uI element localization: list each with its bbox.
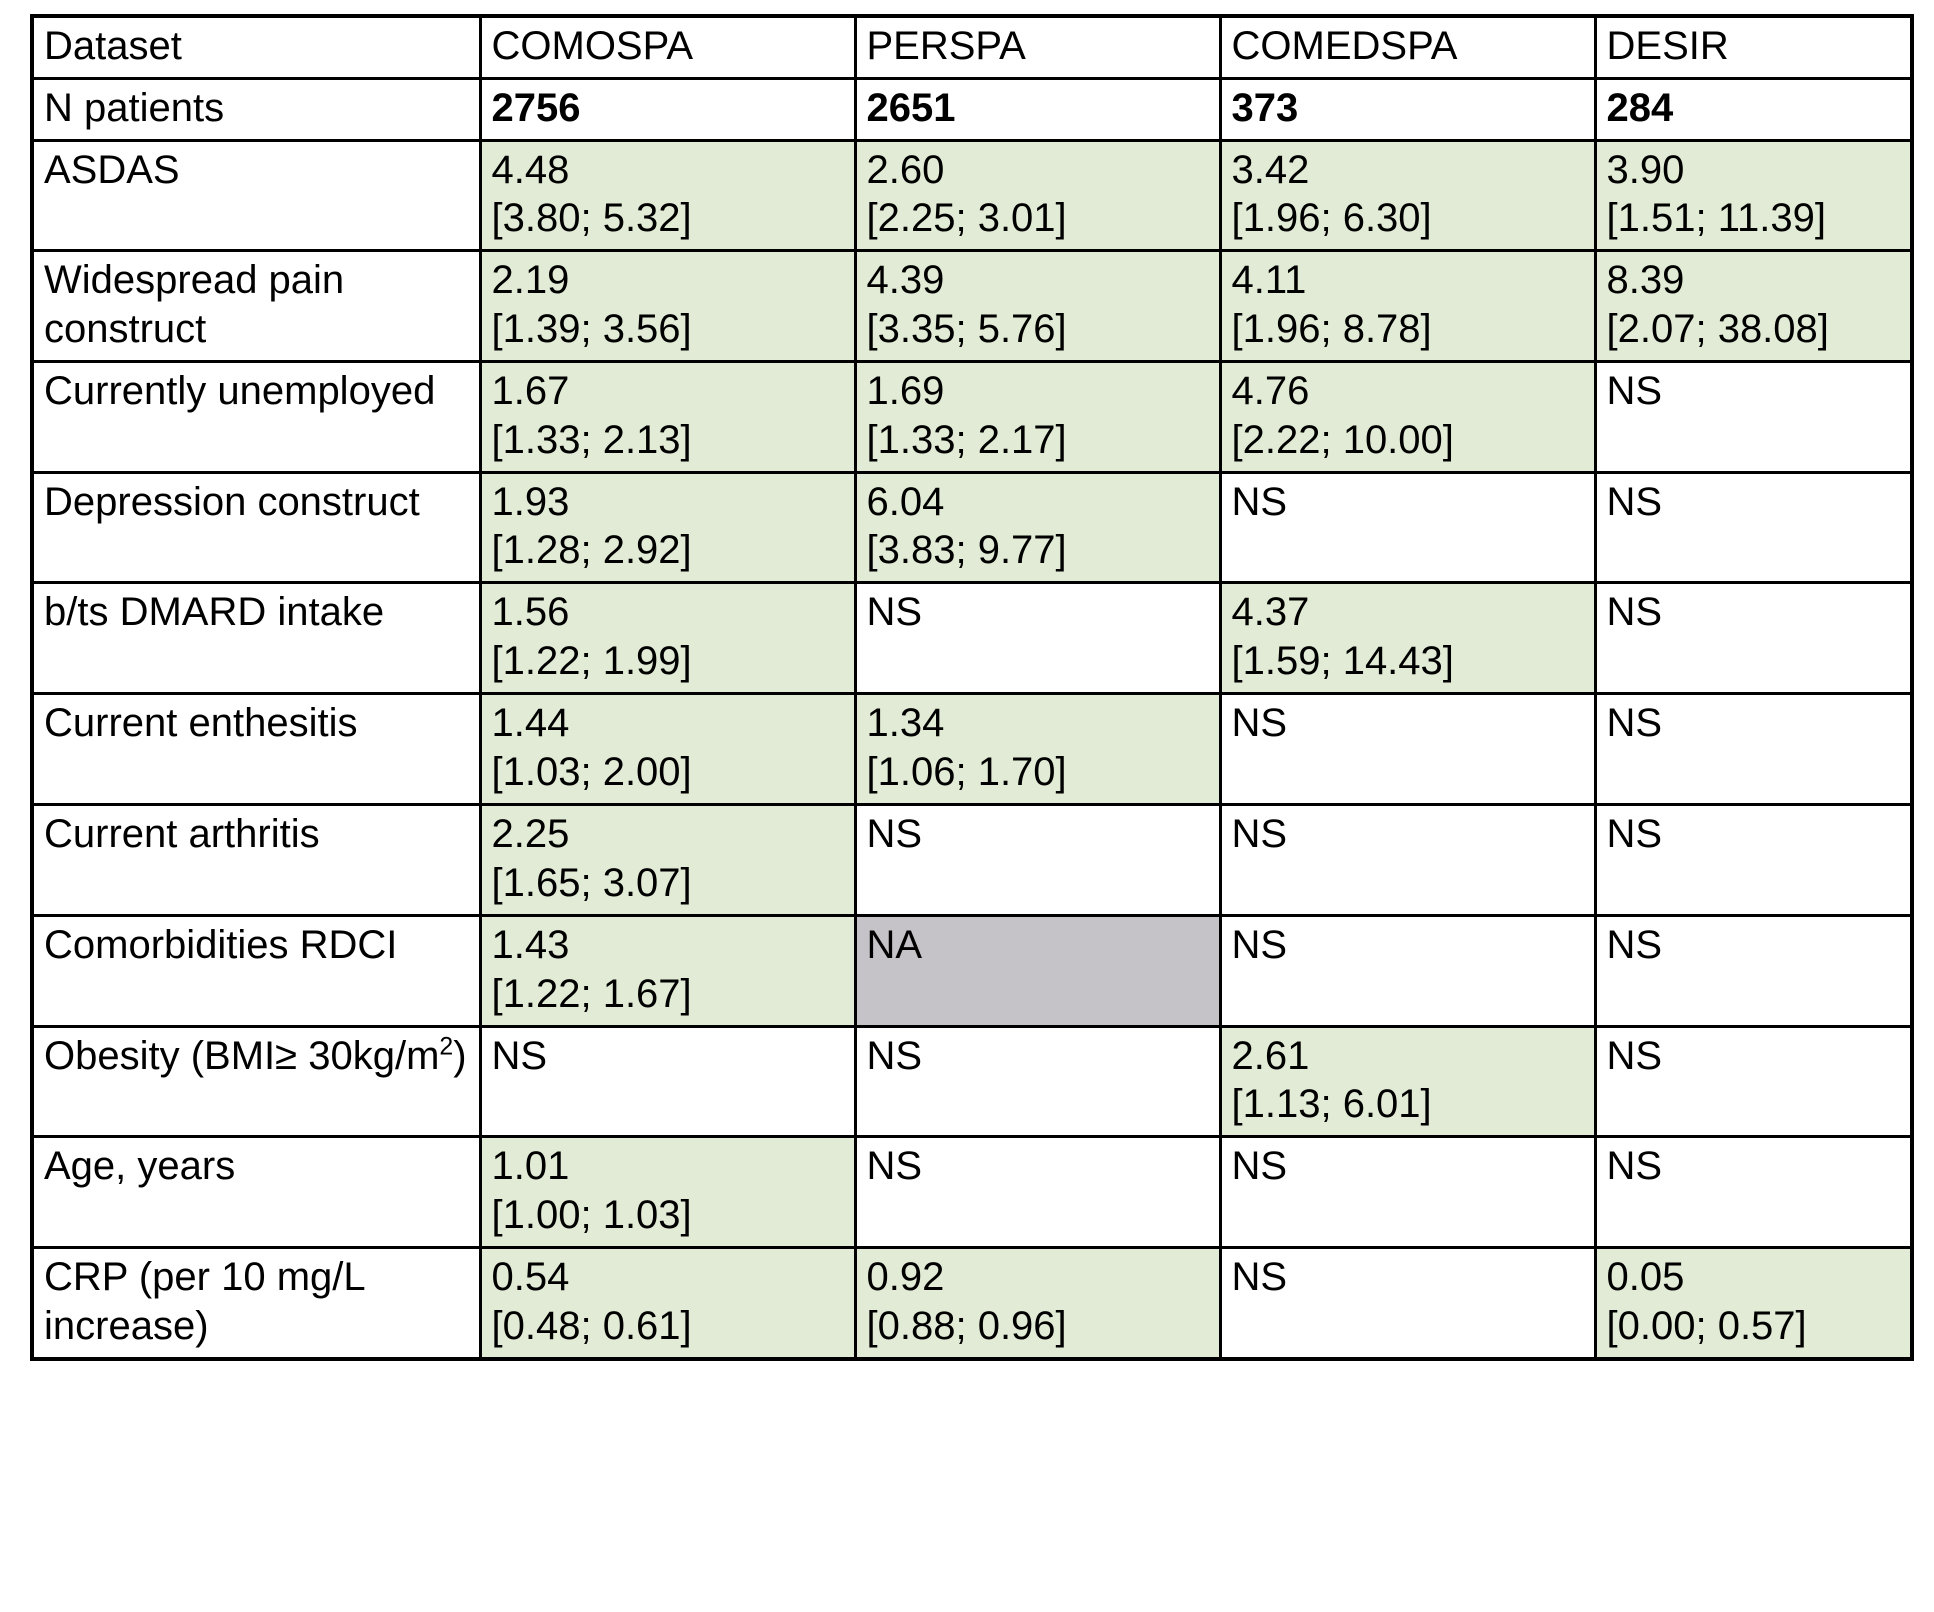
cell-estimate: NS <box>866 1033 923 1078</box>
cell-interval: [3.35; 5.76] <box>866 306 1067 351</box>
data-cell <box>855 915 1220 1026</box>
row-header: Current enthesitis <box>32 694 480 805</box>
data-cell <box>1220 583 1595 694</box>
cell-interval: [1.65; 3.07] <box>491 860 692 905</box>
table-body <box>32 78 1912 1359</box>
data-cell <box>1595 1026 1912 1137</box>
cell-interval: [1.96; 8.78] <box>1231 306 1432 351</box>
cell-estimate: 4.37 <box>1231 590 1310 635</box>
cell-estimate: NS <box>1231 701 1288 746</box>
row-header: Age, years <box>32 1137 480 1248</box>
row-header: Current arthritis <box>32 804 480 915</box>
cell-spacer <box>1232 526 1584 575</box>
cell-estimate: NS <box>1606 1033 1663 1078</box>
table-row <box>32 694 1912 805</box>
cell-spacer <box>867 637 1209 686</box>
cell-estimate: 284 <box>1606 85 1674 130</box>
cell-interval: [0.48; 0.61] <box>491 1303 692 1348</box>
cell-spacer <box>1232 1302 1584 1351</box>
cell-spacer <box>1607 970 1901 1019</box>
data-cell <box>855 140 1220 251</box>
cell-estimate: 4.11 <box>1231 258 1307 303</box>
cell-spacer <box>1607 416 1901 465</box>
cell-interval: [1.28; 2.92] <box>491 528 692 573</box>
data-cell <box>480 472 855 583</box>
data-cell <box>855 583 1220 694</box>
table-row <box>32 1137 1912 1248</box>
table-row <box>32 251 1912 362</box>
cell-estimate: NS <box>1231 922 1288 967</box>
cell-interval: [1.59; 14.43] <box>1231 639 1454 684</box>
cell-estimate: NS <box>491 1033 548 1078</box>
cell-estimate: 2.25 <box>491 811 570 856</box>
table-row <box>32 472 1912 583</box>
data-cell <box>1595 140 1912 251</box>
data-cell <box>1220 1026 1595 1137</box>
row-header: Currently unemployed <box>32 361 480 472</box>
cell-spacer <box>1607 526 1901 575</box>
cell-estimate: 3.90 <box>1606 147 1685 192</box>
data-cell <box>1595 804 1912 915</box>
cell-interval: [1.00; 1.03] <box>491 1193 692 1238</box>
cell-spacer <box>492 1080 844 1129</box>
cell-estimate: NS <box>1606 590 1663 635</box>
cell-estimate: NS <box>1606 368 1663 413</box>
cell-estimate: 373 <box>1231 85 1299 130</box>
row-header: Obesity $(BMI\ge 30kg/m^2)$ <box>32 1026 480 1137</box>
table-row <box>32 915 1912 1026</box>
data-cell <box>1595 251 1912 362</box>
cell-estimate: 2.60 <box>866 147 945 192</box>
cell-spacer <box>867 1080 1209 1129</box>
row-header: ASDAS <box>32 140 480 251</box>
cell-interval: [1.39; 3.56] <box>491 306 692 351</box>
cell-estimate: 3.42 <box>1231 147 1310 192</box>
cell-spacer <box>867 859 1209 908</box>
cell-spacer <box>1607 637 1901 686</box>
data-cell <box>855 694 1220 805</box>
cell-spacer <box>1232 859 1584 908</box>
cell-estimate: 2756 <box>491 85 581 130</box>
row-header: Comorbidities RDCI <box>32 915 480 1026</box>
row-header: b/ts DMARD intake <box>32 583 480 694</box>
data-cell <box>855 804 1220 915</box>
data-cell <box>1220 694 1595 805</box>
cell-estimate: 1.44 <box>491 701 570 746</box>
cell-estimate: NS <box>1231 1144 1288 1189</box>
data-cell <box>480 804 855 915</box>
data-cell <box>1595 1248 1912 1359</box>
cell-spacer <box>1232 1191 1584 1240</box>
cell-interval: [1.22; 1.67] <box>491 971 692 1016</box>
cell-interval: [3.83; 9.77] <box>866 528 1067 573</box>
cell-estimate: 0.05 <box>1606 1255 1685 1300</box>
table-row <box>32 140 1912 251</box>
cell-estimate: NS <box>866 590 923 635</box>
cell-spacer <box>1607 1191 1901 1240</box>
cell-estimate: 6.04 <box>866 479 945 524</box>
data-cell <box>1220 472 1595 583</box>
data-cell <box>855 78 1220 140</box>
cell-estimate: NS <box>1606 922 1663 967</box>
cell-spacer <box>1232 748 1584 797</box>
data-cell <box>480 694 855 805</box>
cell-interval: [1.22; 1.99] <box>491 639 692 684</box>
data-cell <box>480 140 855 251</box>
cell-interval: [3.80; 5.32] <box>491 196 692 241</box>
cell-estimate: NS <box>866 1144 923 1189</box>
data-cell <box>855 472 1220 583</box>
cell-estimate: 1.56 <box>491 590 570 635</box>
cell-estimate: 1.69 <box>866 368 945 413</box>
cell-interval: [2.22; 10.00] <box>1231 417 1454 462</box>
cell-estimate: 1.67 <box>491 368 570 413</box>
data-cell <box>1220 1248 1595 1359</box>
data-cell <box>480 915 855 1026</box>
column-header-desir: DESIR <box>1595 16 1912 78</box>
cell-interval: [1.33; 2.13] <box>491 417 692 462</box>
table-head <box>32 16 1912 78</box>
column-header-comospa: COMOSPA <box>480 16 855 78</box>
cell-interval: [1.06; 1.70] <box>866 749 1067 794</box>
cell-spacer <box>1607 1080 1901 1129</box>
cell-interval: [2.25; 3.01] <box>866 196 1067 241</box>
cell-estimate: 1.34 <box>866 701 945 746</box>
data-cell <box>480 1026 855 1137</box>
data-cell <box>480 78 855 140</box>
data-cell <box>1595 472 1912 583</box>
cell-estimate: NS <box>866 811 923 856</box>
row-header: Widespread pain construct <box>32 251 480 362</box>
data-cell <box>1220 78 1595 140</box>
data-cell <box>1595 361 1912 472</box>
cell-interval: [0.88; 0.96] <box>866 1303 1067 1348</box>
row-header: CRP (per 10 mg/L increase) <box>32 1248 480 1359</box>
cell-interval: [1.13; 6.01] <box>1231 1082 1432 1127</box>
cell-estimate: 0.54 <box>491 1255 570 1300</box>
cell-estimate: 4.76 <box>1231 368 1310 413</box>
data-cell <box>1595 583 1912 694</box>
table-header-row <box>32 16 1912 78</box>
data-cell <box>855 1026 1220 1137</box>
table-row <box>32 1026 1912 1137</box>
cell-estimate: 8.39 <box>1606 258 1685 303</box>
data-cell <box>855 251 1220 362</box>
cell-estimate: NS <box>1231 1255 1288 1300</box>
cell-spacer <box>867 970 1209 1019</box>
cell-estimate: 2.19 <box>491 258 570 303</box>
cell-spacer <box>867 1191 1209 1240</box>
data-cell <box>480 361 855 472</box>
data-cell <box>1220 140 1595 251</box>
data-cell <box>1595 694 1912 805</box>
table-row <box>32 1248 1912 1359</box>
data-cell <box>1220 361 1595 472</box>
data-cell <box>855 361 1220 472</box>
cell-interval: [2.07; 38.08] <box>1606 306 1829 351</box>
cell-estimate: NS <box>1231 811 1288 856</box>
cell-interval: [1.51; 11.39] <box>1606 196 1826 241</box>
column-header-comedspa: COMEDSPA <box>1220 16 1595 78</box>
cell-estimate: NS <box>1606 1144 1663 1189</box>
data-cell <box>1595 1137 1912 1248</box>
cell-spacer <box>1607 748 1901 797</box>
data-cell <box>480 1248 855 1359</box>
data-cell <box>1220 1137 1595 1248</box>
cell-estimate: 4.48 <box>491 147 570 192</box>
cell-estimate: NS <box>1606 701 1663 746</box>
table-row <box>32 361 1912 472</box>
cell-estimate: 1.01 <box>491 1144 570 1189</box>
table-row <box>32 804 1912 915</box>
column-header-dataset: Dataset <box>32 16 480 78</box>
cell-estimate: NS <box>1606 479 1663 524</box>
cell-estimate: 2.61 <box>1231 1033 1310 1078</box>
data-cell <box>480 1137 855 1248</box>
cell-spacer <box>1607 859 1901 908</box>
results-table <box>30 14 1914 1361</box>
column-header-perspa: PERSPA <box>855 16 1220 78</box>
data-cell <box>1595 915 1912 1026</box>
data-cell <box>1220 251 1595 362</box>
data-cell <box>480 251 855 362</box>
cell-interval: [1.33; 2.17] <box>866 417 1067 462</box>
data-cell <box>480 583 855 694</box>
cell-estimate: NS <box>1231 479 1288 524</box>
cell-estimate: 4.39 <box>866 258 945 303</box>
cell-estimate: 2651 <box>866 85 956 130</box>
cell-estimate: 1.43 <box>491 922 570 967</box>
cell-estimate: 0.92 <box>866 1255 945 1300</box>
data-cell <box>1220 915 1595 1026</box>
table-row <box>32 78 1912 140</box>
row-header: Depression construct <box>32 472 480 583</box>
data-cell <box>855 1248 1220 1359</box>
cell-estimate: NS <box>1606 811 1663 856</box>
data-cell <box>1220 804 1595 915</box>
cell-spacer <box>1232 970 1584 1019</box>
table-row <box>32 583 1912 694</box>
data-cell <box>1595 78 1912 140</box>
row-header: N patients <box>32 78 480 140</box>
cell-estimate: NA <box>866 922 923 967</box>
data-cell <box>855 1137 1220 1248</box>
cell-interval: [0.00; 0.57] <box>1606 1303 1807 1348</box>
cell-interval: [1.96; 6.30] <box>1231 196 1432 241</box>
cell-interval: [1.03; 2.00] <box>491 749 692 794</box>
cell-estimate: 1.93 <box>491 479 570 524</box>
